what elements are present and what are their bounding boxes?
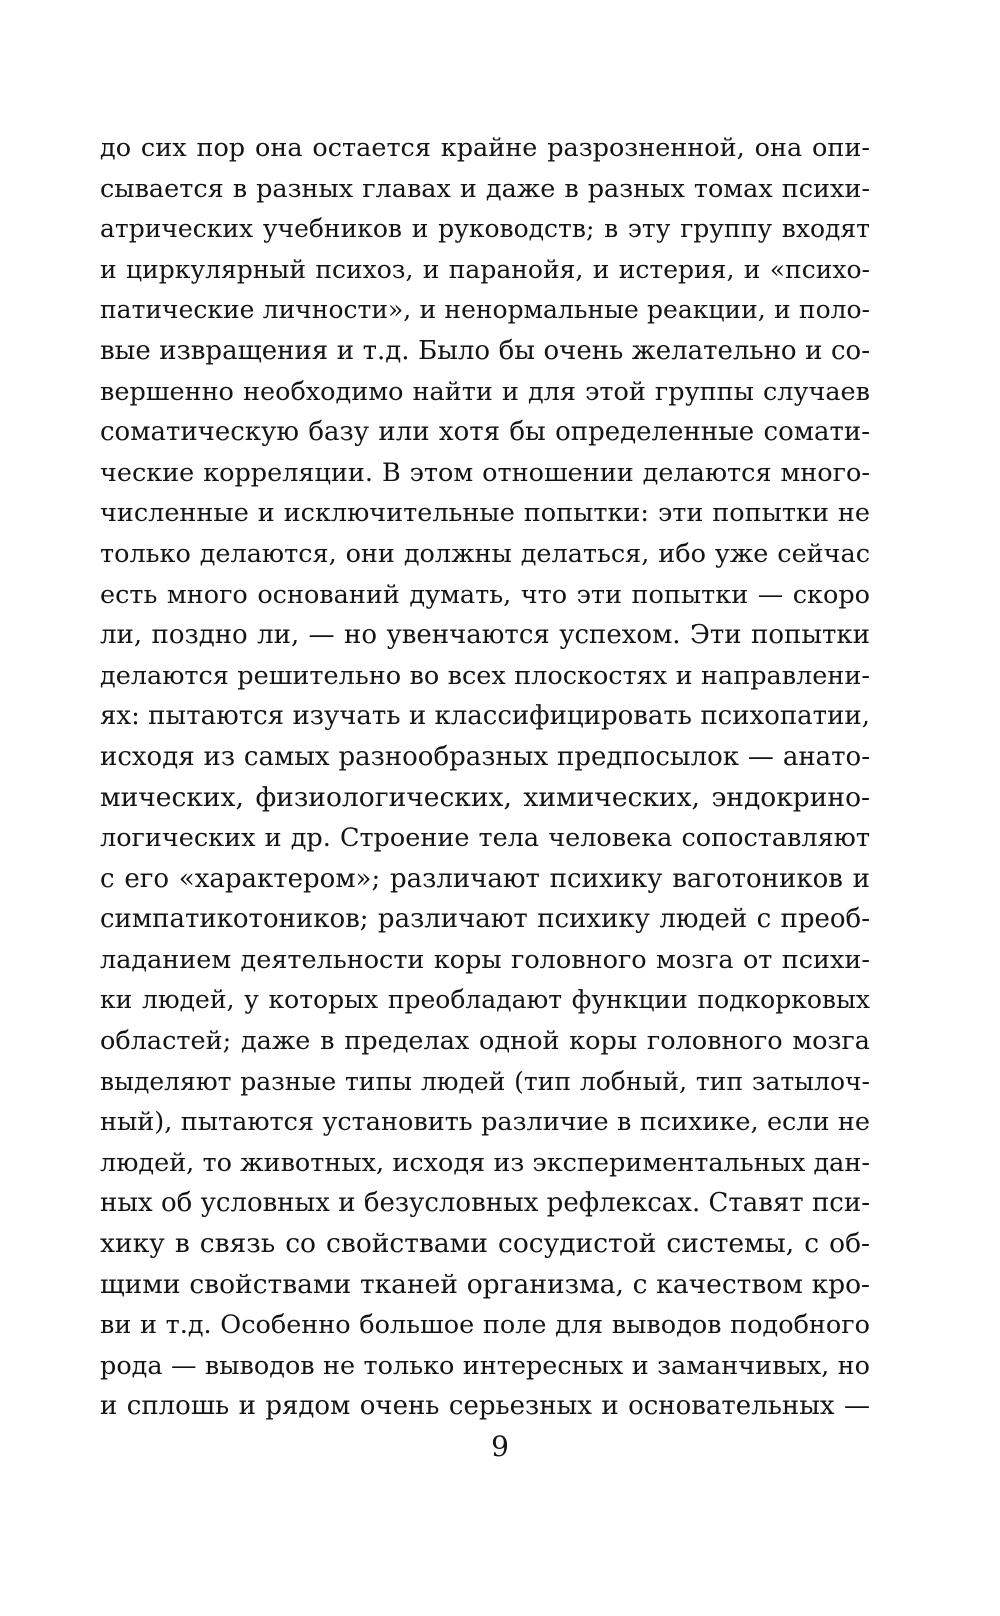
body-text <box>100 128 870 1427</box>
text-line: исходя из самых разнообразных предпосылок — анато- <box>100 741 870 772</box>
text-line: ных об условных и безусловных рефлексах. Ставят пси- <box>100 1188 870 1219</box>
page-number: 9 <box>491 1430 509 1463</box>
text-line: атрических учебников и руководств; в эту группу входят <box>100 214 870 244</box>
text-line: есть много оснований думать, что эти попытки — скоро <box>100 579 870 610</box>
text-line: с его «характером»; различают психику ваготоников и <box>100 863 870 894</box>
text-line: хику в связь со свойствами сосудистой системы, с об- <box>100 1228 870 1260</box>
text-line: мических, физиологических, химических, эндокрино- <box>100 781 870 813</box>
text-line: соматическую базу или хотя бы определенные сомати- <box>100 417 870 448</box>
text-line: ви и т.д. Особенно большое поле для выводов подобного <box>100 1310 870 1341</box>
text-line: людей, то животных, исходя из экспериментальных дан- <box>100 1147 870 1178</box>
text-line: выделяют разные типы людей (тип лобный, тип затылоч- <box>100 1066 870 1096</box>
text-line: ладанием деятельности коры головного мозга от психи- <box>100 944 870 975</box>
text-line: ный), пытаются установить различие в психике, если не <box>100 1107 870 1138</box>
text-line: рода — выводов не только интересных и заманчивых, но <box>100 1350 870 1381</box>
text-line: симпатикотоников; различают психику людей с преоб- <box>100 904 870 935</box>
text-line: и циркулярный психоз, и паранойя, и истерия, и «психо- <box>100 254 870 284</box>
text-line: ческие корреляции. В этом отношении делаются много- <box>100 457 870 488</box>
text-line: ях: пытаются изучать и классифицировать психопатии, <box>100 701 870 732</box>
text-line: областей; даже в пределах одной коры головного мозга <box>100 1026 870 1057</box>
text-line: делаются решительно во всех плоскостях и направлени- <box>100 660 870 691</box>
text-line: и сплошь и рядом очень серьезных и основательных — <box>100 1391 870 1422</box>
text-line: численные и исключительные попытки: эти попытки не <box>100 498 870 529</box>
text-line: ли, поздно ли, — но увенчаются успехом. Эти попытки <box>100 620 870 651</box>
text-line: вые извращения и т.д. Было бы очень желательно и со- <box>100 335 870 366</box>
text-line: только делаются, они должны делаться, ибо уже сейчас <box>100 538 870 569</box>
text-line: щими свойствами тканей организма, с качеством кро- <box>100 1268 870 1300</box>
text-line: вершенно необходимо найти и для этой группы случаев <box>100 376 870 407</box>
text-line: логических и др. Строение тела человека сопоставляют <box>100 823 870 854</box>
text-line: сывается в разных главах и даже в разных томах психи- <box>100 173 870 204</box>
text-line: ки людей, у которых преобладают функции подкорковых <box>100 985 870 1015</box>
text-line: патические личности», и ненормальные реакции, и поло- <box>100 295 870 325</box>
text-line: до сих пор она остается крайне разрозненной, она опи- <box>100 133 870 163</box>
